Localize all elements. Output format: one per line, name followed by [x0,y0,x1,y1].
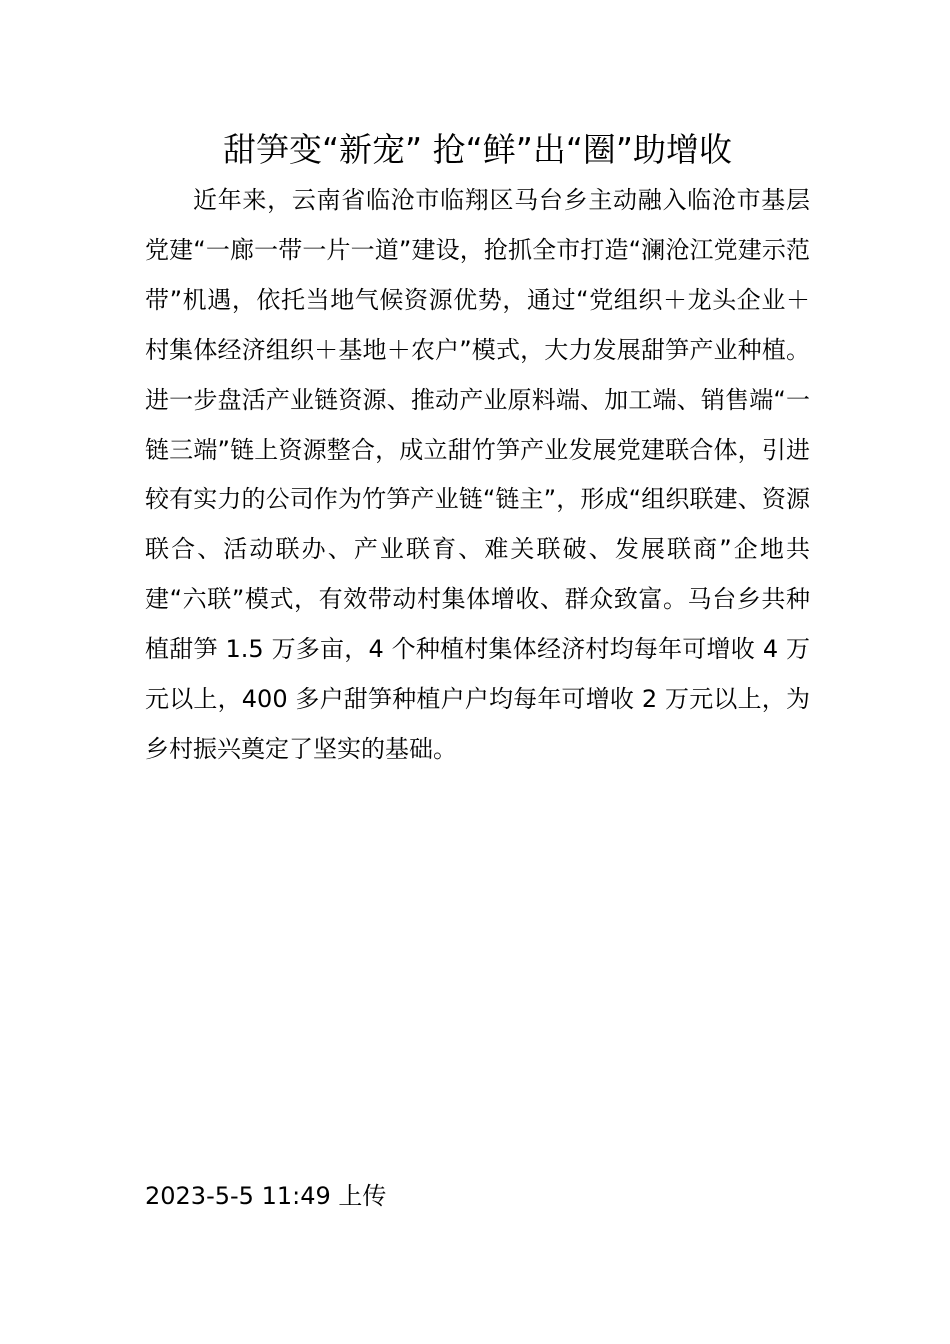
document-title: 甜笋变“新宠” 抢“鲜”出“圈”助增收 [222,130,733,169]
document-body-paragraph: 近年来，云南省临沧市临翔区马台乡主动融入临沧市基层党建“一廊一带一片一道”建设，抢抓全市打造“澜沧江党建示范带”机遇，依托当地气候资源优势，通过“党组织＋龙头企业＋村集体经济组织＋基地＋农户”模式，大力发展甜笋产业种植。进一步盘活产业链资源、推动产业原料端、加工端、销售端“一链三端”链上资源整合，成立甜竹笋产业发展党建联合体，引进较有实力的公司作为竹笋产业链“链主”，形成“组织联建、资源联合、活动联办、产业联育、难关联破、发展联商”企地共建“六联”模式，有效带动村集体增收、群众致富。马台乡共种植甜笋 1.5 万多亩，4 个种植村集体经济村均每年可增收 4 万元以上，400 多户甜笋种植户户均每年可增收 2 万元以上，为乡村振兴奠定了坚实的基础。 [145,186,810,763]
upload-timestamp: 2023-5-5 11:49 上传 [145,1182,387,1210]
